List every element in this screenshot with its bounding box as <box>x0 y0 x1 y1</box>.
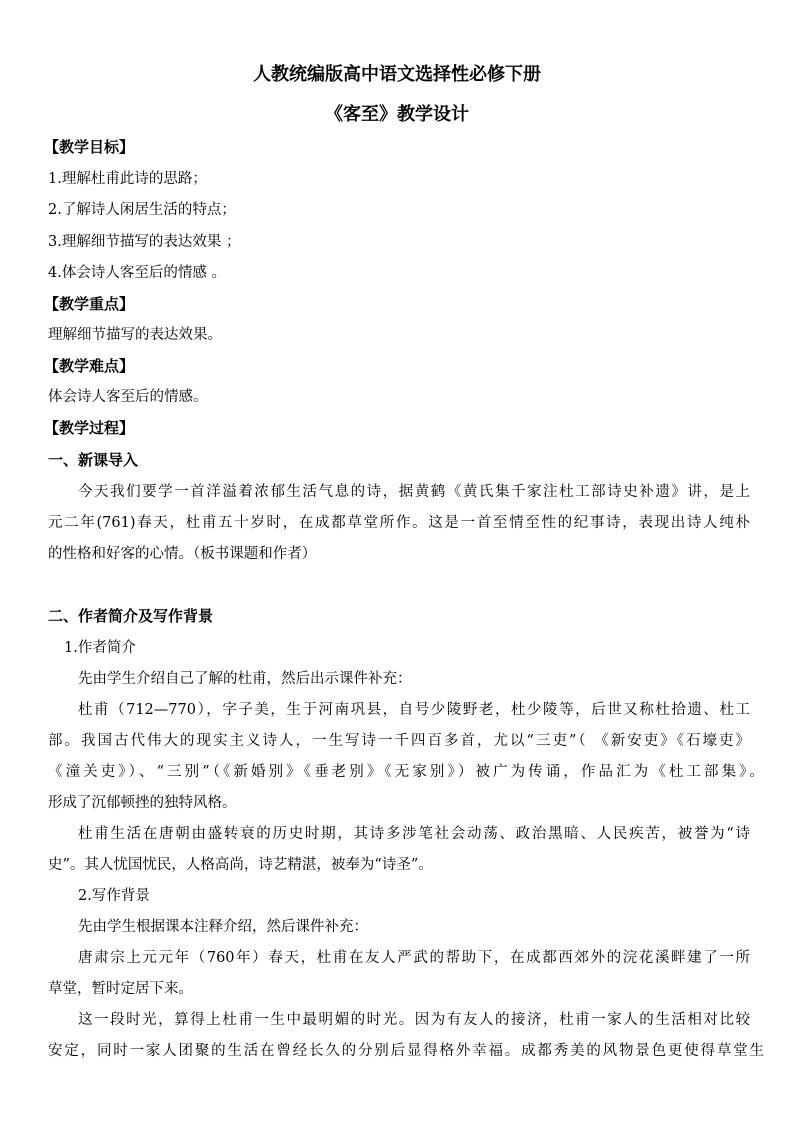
background-line: 先由学生根据课本注释介绍，然后课件补充： <box>78 919 368 935</box>
section1-paragraph-line: 元二年(761)春天，杜甫五十岁时，在成都草堂所作。这是一首至情至性的纪事诗，表现出诗人纯朴 <box>48 515 750 531</box>
objectives-heading: 【教学目标】 <box>44 138 135 156</box>
objective-item: 4.体会诗人客至后的情感 。 <box>48 265 226 281</box>
author-intro-line: 部。我国古代伟大的现实主义诗人，一生写诗一千四百多首，尤以“三吏”（ 《新安吏》《石壕吏》 <box>48 733 750 749</box>
background-line: 草堂，暂时定居下来。 <box>48 981 193 997</box>
objective-item: 1.理解杜甫此诗的思路； <box>48 171 207 187</box>
background-heading: 2.写作背景 <box>78 888 150 904</box>
difficulty-text: 体会诗人客至后的情感。 <box>48 389 208 405</box>
author-intro-line: 形成了沉郁顿挫的独特风格。 <box>48 795 237 811</box>
document-title: 人教统编版高中语文选择性必修下册 <box>253 64 541 85</box>
author-intro-line: 《潼关吏》）、“三别”（《新婚别》《垂老别》《无家别》）被广为传诵，作品汇为《杜工部集》。 <box>48 764 764 780</box>
author-intro-line: 史”。其人忧国忧民，人格高尚，诗艺精湛，被奉为“诗圣”。 <box>48 857 433 873</box>
section1-paragraph-line: 今天我们要学一首洋溢着浓郁生活气息的诗，据黄鹤《黄氏集千家注杜工部诗史补遗》讲，是上 <box>78 484 750 500</box>
author-intro-line: 杜甫（712—770），字子美，生于河南巩县，自号少陵野老，杜少陵等，后世又称杜拾遗、杜工 <box>78 702 750 718</box>
objective-item: 2.了解诗人闲居生活的特点； <box>48 202 236 218</box>
background-line: 安定，同时一家人团聚的生活在曾经长久的分别后显得格外幸福。成都秀美的风物景色更使得草堂生 <box>48 1043 764 1059</box>
author-intro-heading: 1.作者简介 <box>64 640 136 656</box>
objective-item: 3.理解细节描写的表达效果 ； <box>48 234 241 250</box>
section1-heading: 一、新课导入 <box>48 451 139 469</box>
key-point-text: 理解细节描写的表达效果。 <box>48 327 222 343</box>
difficulty-heading: 【教学难点】 <box>44 357 135 375</box>
section1-paragraph-line: 的性格和好客的心情。（板书课题和作者） <box>48 546 317 562</box>
section2-heading: 二、作者简介及写作背景 <box>48 607 214 625</box>
document-subtitle: 《客至》教学设计 <box>325 104 469 125</box>
background-line: 唐肃宗上元元年（760年）春天，杜甫在友人严武的帮助下，在成都西郊外的浣花溪畔建了一所 <box>78 950 750 966</box>
background-line: 这一段时光，算得上杜甫一生中最明媚的时光。因为有友人的接济，杜甫一家人的生活相对比较 <box>78 1012 750 1028</box>
process-heading: 【教学过程】 <box>44 419 135 437</box>
author-intro-line: 杜甫生活在唐朝由盛转衰的历史时期，其诗多涉笔社会动荡、政治黑暗、人民疾苦，被誉为“诗 <box>78 826 750 842</box>
author-intro-line: 先由学生介绍自己了解的杜甫，然后出示课件补充： <box>78 671 412 687</box>
key-point-heading: 【教学重点】 <box>44 295 135 313</box>
